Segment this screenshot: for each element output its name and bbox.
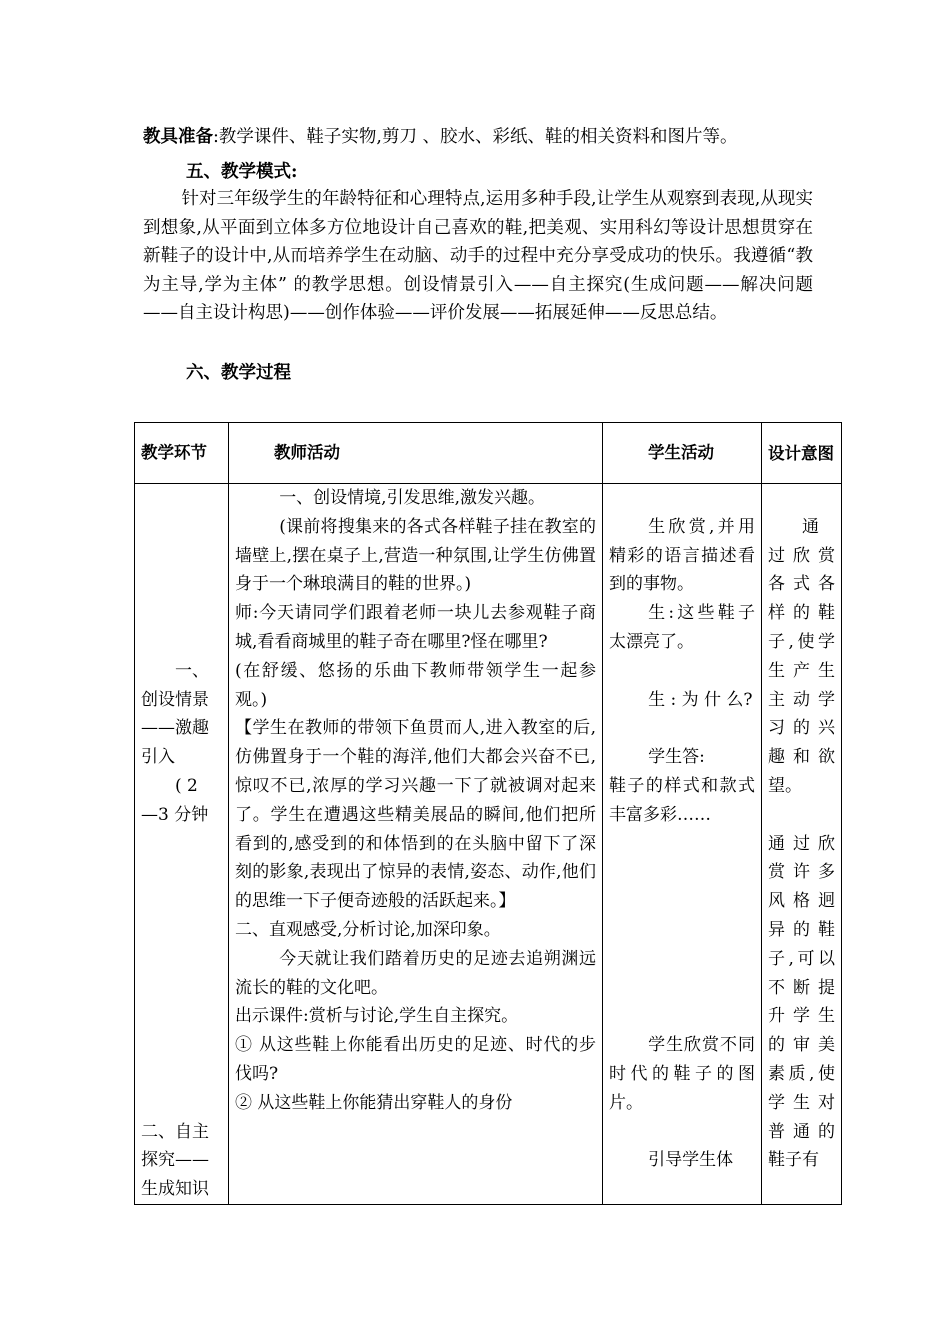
table-header-row [135, 423, 842, 484]
student-text: 引导学生体 [648, 1150, 734, 1171]
teaching-process-table [134, 422, 842, 1205]
stage-line: 生成知识 [141, 1179, 209, 1200]
teacher-text: 【学生在教师的带领下鱼贯而人,进入教室的后,仿佛置身于一个鞋的海洋,他们大都会兴奋不已,惊叹不已,浓厚的学习兴趣一下了就被调对起来了。学生在遭遇这些精美展品的瞬间,他们把所看到的,感受到的和体悟到的在头脑中留下了深刻的影象,表现出了惊异的表情,姿态、动作,他们的思维一下子便奇迹般的活跃起来。】 [235, 718, 596, 912]
stage-line: —3 分钟 [141, 804, 209, 825]
tools-label: 教具准备 [143, 127, 213, 147]
tools-text: :教学课件、鞋子实物,剪刀 、胶水、彩纸、鞋的相关资料和图片等。 [213, 127, 738, 147]
mode-heading: 五、教学模式: [186, 162, 298, 182]
intent-text: 通过欣赏各式各样的鞋子,使学生产生主动学习的兴趣和欲望。 [768, 516, 835, 796]
header-stage: 教学环节 [135, 423, 229, 484]
teacher-question: ① 从这些鞋上你能看出历史的足迹、时代的步伐吗? [235, 1035, 596, 1084]
teacher-text: (在舒缓、悠扬的乐曲下教师带领学生一起参观。) [235, 660, 596, 710]
student-text: 学生答: [648, 747, 705, 768]
stage-line: 一、 [175, 660, 209, 681]
stage-line: 二、自主 [141, 1121, 209, 1142]
mode-paragraph: 针对三年级学生的年龄特征和心理特点,运用多种手段,让学生从观察到表现,从现实到想象,从平面到立体多方位地设计自己喜欢的鞋,把美观、实用科幻等设计思想贯穿在新鞋子的设计中,从而培养学生在动脑、动手的过程中充分享受成功的快乐。我遵循“教为主导,学为主体” 的教学思想。创设情景引入——自主探究(生成问题——解决问题——自主设计构思)——创作体验——评价发展——拓展延伸——反思总结。 [143, 189, 813, 324]
stage-line: 创设情景 [141, 689, 209, 710]
stage-cell [135, 484, 229, 1205]
header-student: 学生活动 [603, 423, 762, 484]
teacher-text: 师:今天请同学们跟着老师一块儿去参观鞋子商城,看看商城里的鞋子奇在哪里?怪在哪里? [235, 603, 596, 652]
teacher-cell [229, 484, 603, 1205]
stage-line: 引入 [141, 747, 175, 768]
tools-line [143, 123, 813, 152]
teacher-question: ② 从这些鞋上你能猜出穿鞋人的身份 [235, 1092, 513, 1113]
stage-line: ——激趣 [141, 718, 209, 739]
student-cell [603, 484, 762, 1205]
intent-cell [762, 484, 842, 1205]
teacher-text: 今天就让我们踏着历史的足迹去追朔渊远流长的鞋的文化吧。 [235, 948, 596, 998]
intent-text: 通过欣赏许多风格迥异的鞋子,可以不断提升学生的审美 素质,使学生对普通的鞋子有 [768, 833, 835, 1171]
header-intent: 设计意图 [762, 423, 842, 484]
teacher-heading: 二、直观感受,分析讨论,加深印象。 [235, 919, 501, 940]
stage-line: 探究—— [141, 1150, 209, 1171]
student-text: 生 : 为 什 么? [648, 689, 753, 710]
student-text: 学生欣赏不同时代的鞋子的图片。 [609, 1035, 755, 1113]
teacher-text: (课前将搜集来的各式各样鞋子挂在教室的墙壁上,摆在桌子上,营造一种氛围,让学生仿佛置身于一个琳琅满目的鞋的世界。) [235, 516, 596, 595]
table-row [135, 484, 842, 1205]
process-heading: 六、教学过程 [186, 363, 291, 383]
student-text: 鞋子的样式和款式丰富多彩…… [609, 775, 755, 825]
header-teacher: 教师活动 [229, 423, 603, 484]
student-text: 生欣赏,并用精彩的语言描述看到的事物。 [609, 516, 755, 595]
student-text: 生:这些鞋子太漂亮了。 [609, 603, 755, 652]
teacher-text: 出示课件:赏析与讨论,学生自主探究。 [235, 1006, 519, 1027]
teacher-heading: 一、创设情境,引发思维,激发兴趣。 [279, 488, 545, 508]
stage-line: ( 2 [175, 775, 198, 796]
